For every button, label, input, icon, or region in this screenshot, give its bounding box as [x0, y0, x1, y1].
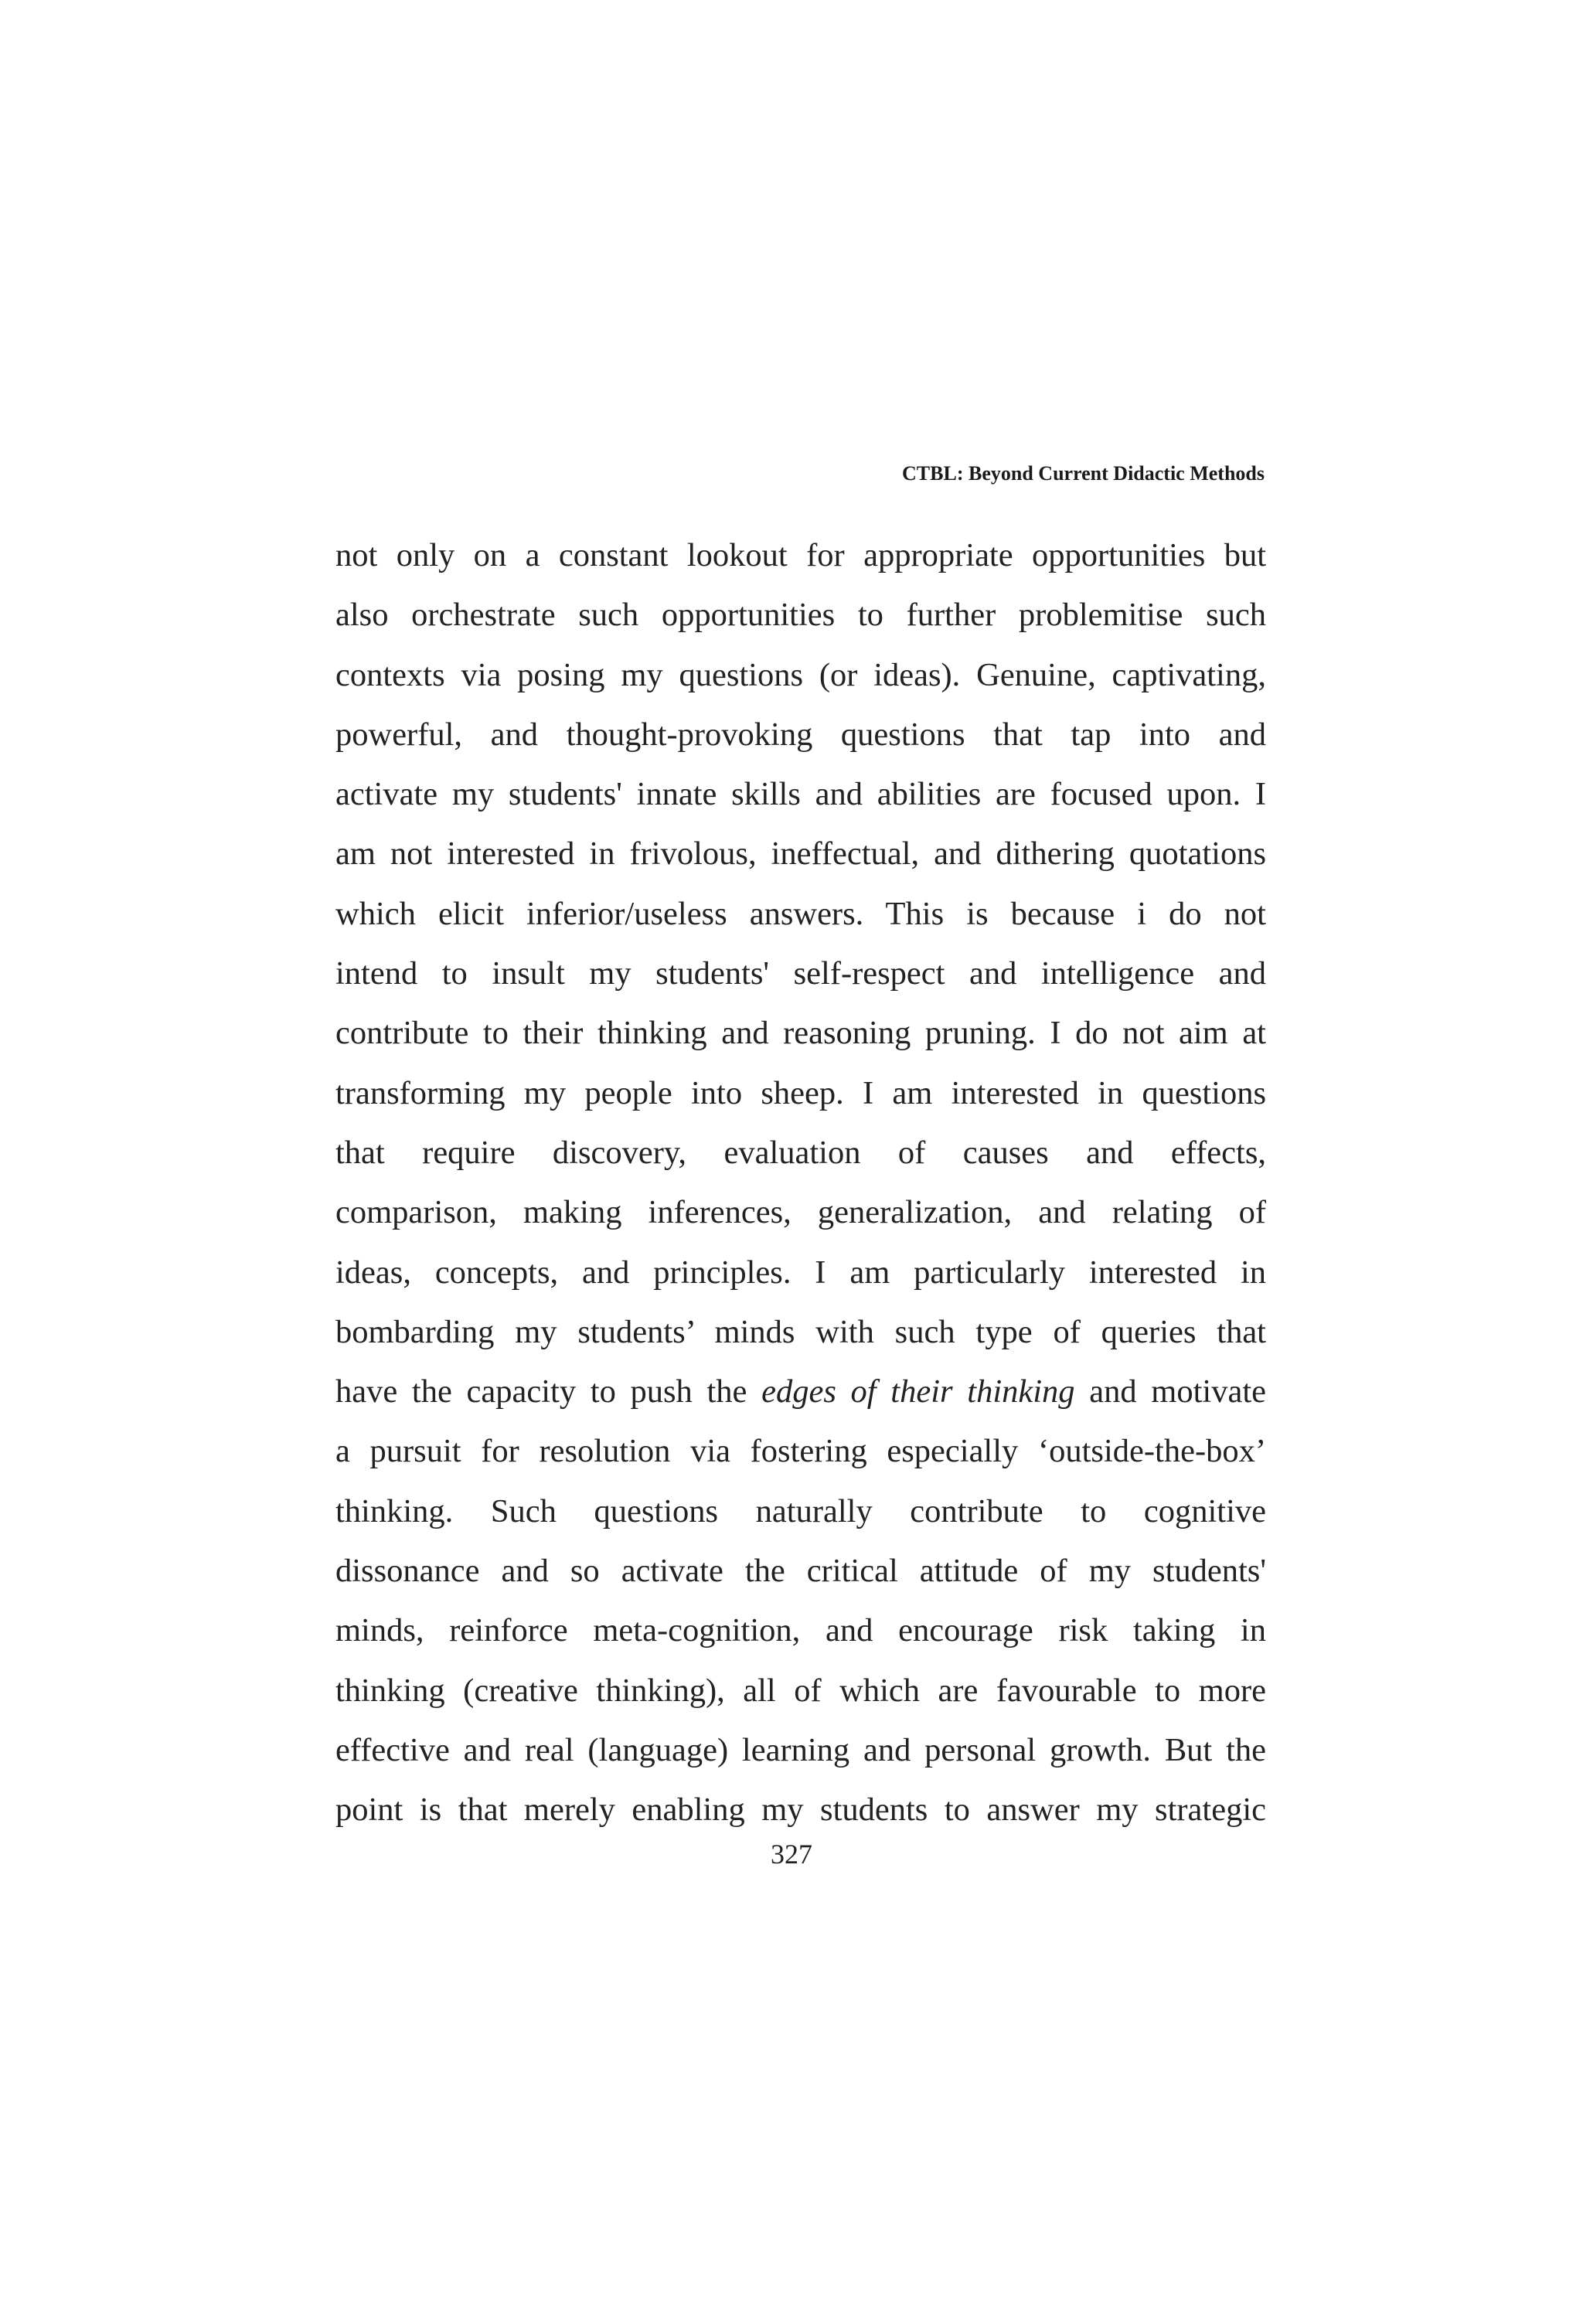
text-line-7: which elicit inferior/useless answers. This is because i do not [335, 895, 1266, 932]
emphasis-phrase: edges of their thinking [761, 1373, 1075, 1410]
text-line-17: thinking. Such questions naturally contribute to cognitive [335, 1492, 1266, 1529]
text-line-10: transforming my people into sheep. I am interested in questions [335, 1074, 1266, 1111]
text-line-6: am not interested in frivolous, ineffectual, and dithering quotations [335, 835, 1266, 873]
text-line-13: ideas, concepts, and principles. I am particularly interested in [335, 1254, 1266, 1291]
text-line-21: effective and real (language) learning and personal growth. But the [335, 1731, 1266, 1768]
text-line-9: contribute to their thinking and reasoning pruning. I do not aim at [335, 1015, 1266, 1052]
text-line-15 [335, 1370, 1266, 1429]
text-line-8: intend to insult my students' self-respect and intelligence and [335, 955, 1266, 992]
text-line-18: dissonance and so activate the critical attitude of my students' [335, 1553, 1266, 1590]
text-line-12: comparison, making inferences, generalization, and relating of [335, 1194, 1266, 1231]
line15-after: and motivate [1074, 1373, 1266, 1410]
running-header: CTBL: Beyond Current Didactic Methods [902, 462, 1265, 485]
text-line-22: point is that merely enabling my students to answer my strategic [335, 1791, 1266, 1829]
text-line-20: thinking (creative thinking), all of which are favourable to more [335, 1672, 1266, 1709]
text-line-14: bombarding my students’ minds with such type of queries that [335, 1313, 1266, 1350]
text-line-16: a pursuit for resolution via fostering especially ‘outside-the-box’ [335, 1433, 1266, 1470]
text-line-19: minds, reinforce meta-cognition, and encourage risk taking in [335, 1612, 1266, 1649]
text-line-11: that require discovery, evaluation of causes and effects, [335, 1134, 1266, 1171]
text-line-4: powerful, and thought-provoking questions that tap into and [335, 716, 1266, 753]
page-number: 327 [771, 1839, 812, 1870]
text-line-2: also orchestrate such opportunities to further problemitise such [335, 597, 1266, 634]
text-line-5: activate my students' innate skills and abilities are focused upon. I [335, 776, 1266, 813]
line15-before: have the capacity to push the [335, 1373, 762, 1410]
text-line-3: contexts via posing my questions (or ideas). Genuine, captivating, [335, 656, 1266, 693]
body-paragraph [335, 533, 1266, 1848]
text-line-1: not only on a constant lookout for appropriate opportunities but [335, 537, 1266, 573]
